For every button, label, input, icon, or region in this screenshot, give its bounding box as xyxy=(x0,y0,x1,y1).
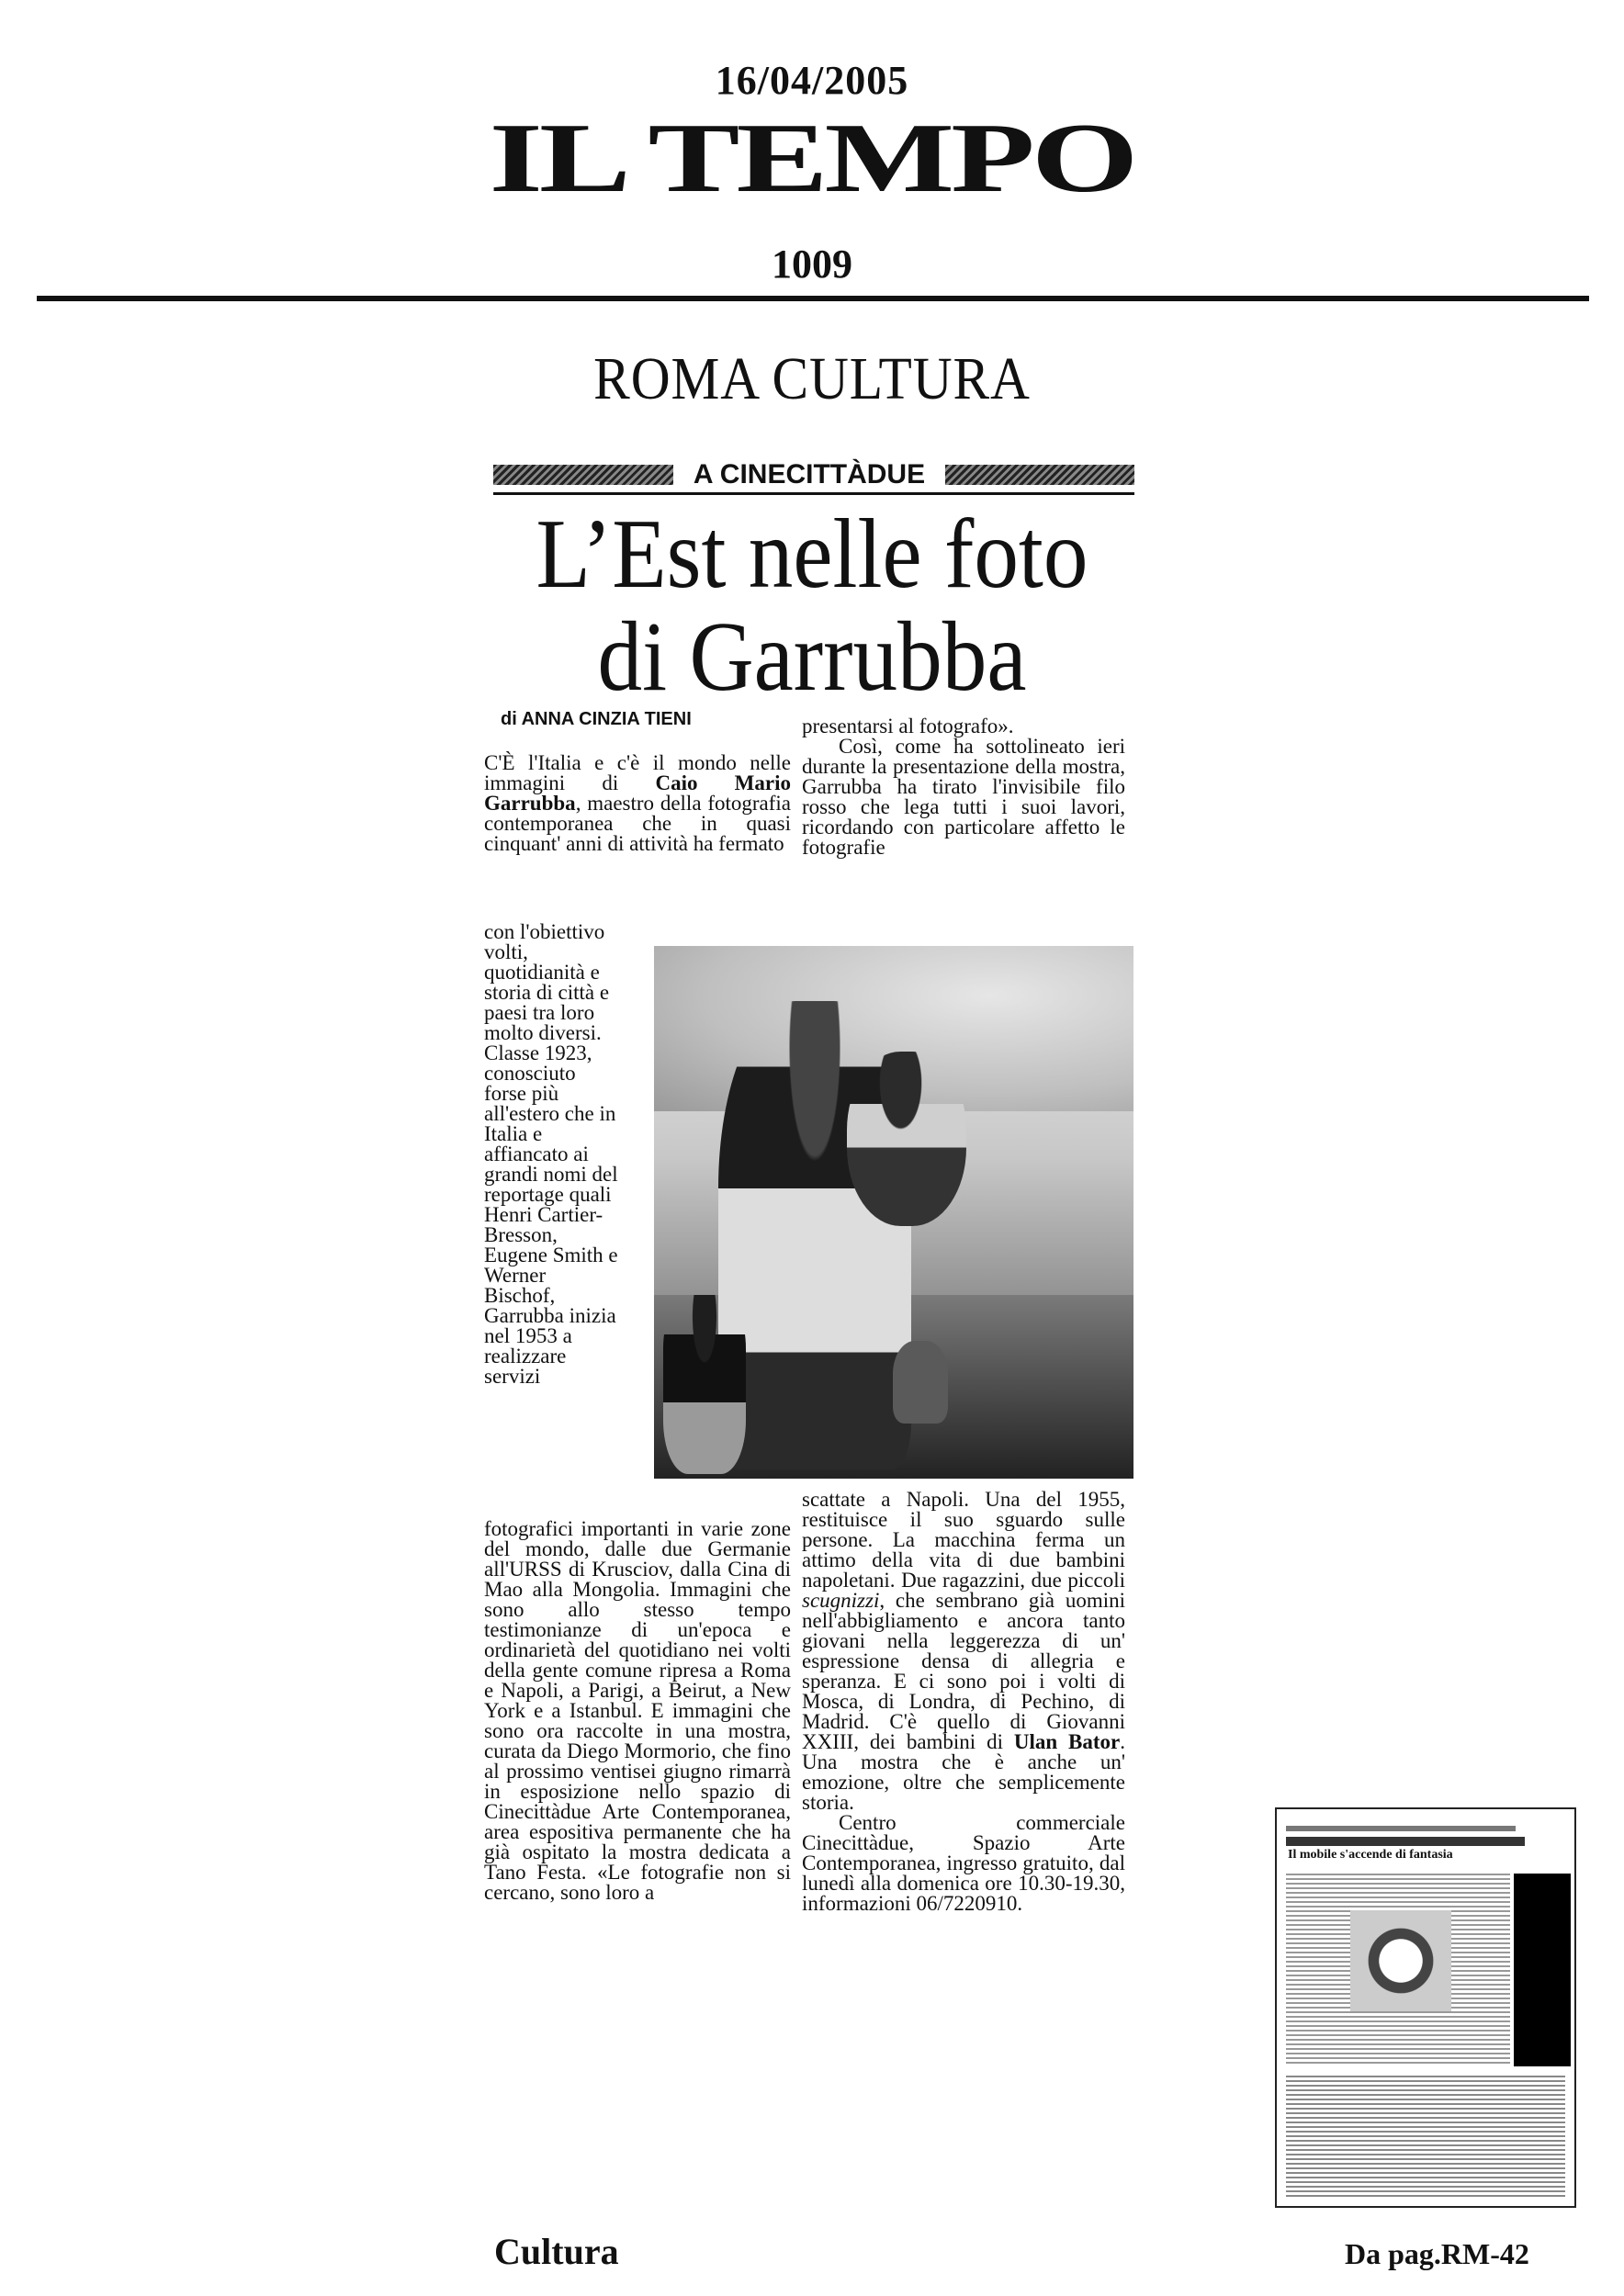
intro-text-b: , maestro della fotografia contemporanea che in quasi cinquant' anni di attività ha fermato xyxy=(484,792,791,855)
col2-top-line: presentarsi al fotografo». xyxy=(802,715,1014,737)
headline-line-2: di Garrubba xyxy=(597,602,1027,712)
kicker-text: A CINECITTÀDUE xyxy=(693,459,926,490)
headline xyxy=(81,500,1542,712)
col2-text-a: scattate a Napoli. Una del 1955, restituisce il suo sguardo sulle persone. La macchina ferma un attimo della vita di due bambini napoletani. Due ragazzini, due piccoli xyxy=(802,1488,1125,1592)
col2-text-b: , che sembrano già uomini nell'abbigliamento e ancora tanto giovani nella leggerezza di un' espressione densa di allegria e speranza. E ci sono poi i volti di Mosca, di Londra, di Pechino, di Madrid. C'è quello di Giovanni XXIII, dei bambini di xyxy=(802,1589,1125,1753)
intro-text-a: C'È l'Italia e c'è il mondo nelle immagini di xyxy=(484,751,791,794)
header-rule xyxy=(37,296,1589,301)
section-title: ROMA CULTURA xyxy=(593,345,1031,412)
col2-text-c: . Una mostra che è anche un' emozione, oltre che semplicemente storia. xyxy=(802,1730,1125,1814)
thumbnail-header-band xyxy=(1286,1837,1525,1846)
newspaper-logo: IL TEMPO xyxy=(489,103,1135,213)
kicker-bar-left xyxy=(493,465,673,485)
clipping-code: 1009 xyxy=(772,242,852,287)
wrap-paragraph: con l'obiettivo volti, quotidianità e storia di città e paesi tra loro molto diversi. Classe 1923, conosciuto forse più all'estero che in Italia e affiancato ai grandi nomi del reportage quali Henri Cartier-Bresson, Eugene Smith e Werner Bischof, Garrubba inizia nel 1953 a realizzare servizi xyxy=(484,920,618,1388)
article-col1-intro xyxy=(484,753,791,854)
kicker-rule xyxy=(493,492,1134,495)
byline: di ANNA CINZIA TIENI xyxy=(501,709,692,729)
clipping-date: 16/04/2005 xyxy=(715,58,909,103)
photo-dog xyxy=(893,1341,948,1424)
col2-bottom-paragraph xyxy=(802,1490,1125,1813)
intro-paragraph xyxy=(484,753,791,854)
page-thumbnail xyxy=(1275,1807,1576,2208)
col2-bold: Ulan Bator xyxy=(1013,1730,1121,1753)
photographer-name: Caio Mario Garrubba xyxy=(484,771,791,815)
article-col2-top xyxy=(802,716,1125,858)
article-photo xyxy=(654,946,1133,1479)
footer-section: Cultura xyxy=(494,2231,619,2272)
exhibition-info: Centro commerciale Cinecittàdue, Spazio Arte Contemporanea, ingresso gratuito, dal lunedì alla domenica ore 10.30-19.30, informazioni 06/7220910. xyxy=(802,1811,1125,1915)
thumbnail-lower-text xyxy=(1286,2076,1565,2199)
col1-bottom-paragraph: fotografici importanti in varie zone del mondo, dalle due Germanie all'URSS di Krusciov, dalla Cina di Mao alla Mongolia. Immagini che sono allo stesso tempo testimonianze di un'epoca e ordinarietà del quotidiano nei volti della gente comune ripresa a Roma e Napoli, a Parigi, a Beirut, a New York e a Istanbul. E immagini che sono ora raccolte in una mostra, curata da Diego Mormorio, che fino al prossimo ventisei giugno rimarrà in esposizione nello spazio di Cinecittàdue Arte Contemporanea, area espositiva permanente che ha già ospitato la mostra dedicata a Tano Festa. «Le fotografie non si cercano, sono loro a xyxy=(484,1517,791,1904)
kicker xyxy=(493,459,1134,490)
headline-line-1: L’Est nelle foto xyxy=(536,500,1088,609)
article-col1-bottom xyxy=(484,1519,791,1903)
thumbnail-image xyxy=(1350,1910,1451,2011)
photo-kid xyxy=(663,1295,746,1474)
col2-italic: scugnizzi xyxy=(802,1589,880,1612)
kicker-bar-right xyxy=(945,465,1134,485)
col2-top-paragraph: Così, come ha sottolineato ieri durante la presentazione della mostra, Garrubba ha tirato l'invisibile filo rosso che lega tutti i suoi lavori, ricordando con particolare affetto le fotografie xyxy=(802,735,1125,859)
thumbnail-black-block xyxy=(1514,1874,1571,2066)
footer-page: Da pag.RM-42 xyxy=(1345,2237,1529,2270)
article-col2-bottom xyxy=(802,1490,1125,1914)
thumbnail-title: Il mobile s'accende di fantasia xyxy=(1288,1848,1453,1862)
photo-child xyxy=(847,1052,966,1226)
thumbnail-header xyxy=(1286,1826,1516,1831)
article-col1-wrap xyxy=(484,922,622,1387)
